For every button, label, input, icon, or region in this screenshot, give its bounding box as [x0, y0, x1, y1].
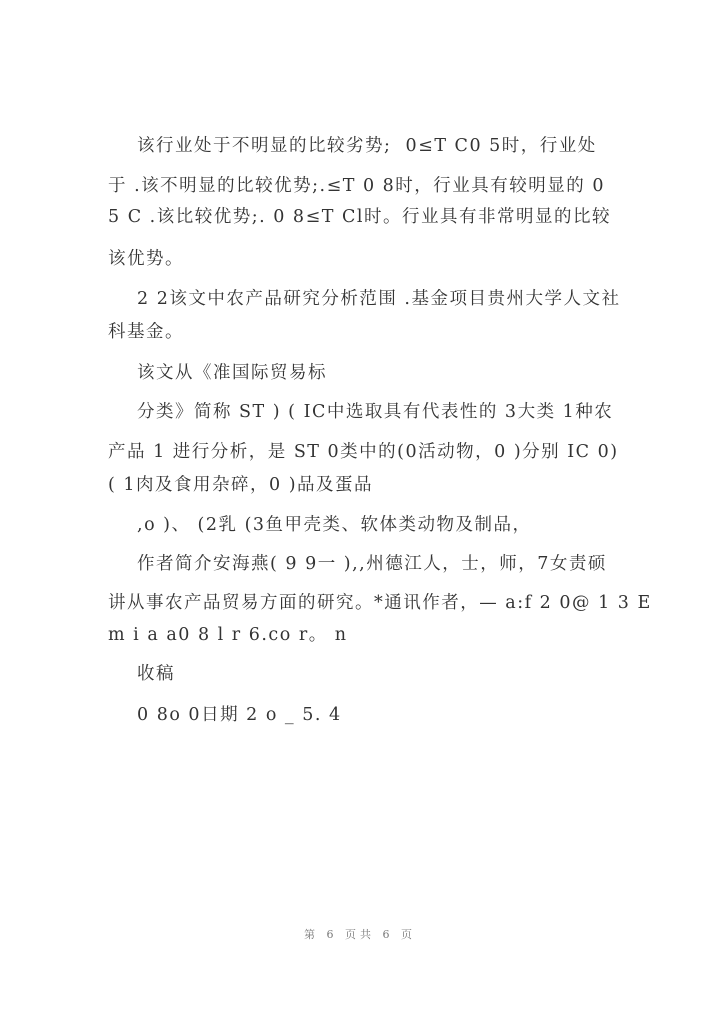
text-line-7: 该文从《准国际贸易标	[137, 363, 327, 383]
text-line-11: ,o )、 (2乳 (3鱼甲壳类、软体类动物及制品，	[137, 515, 532, 535]
text-line-2: 于 .该不明显的比较优势;.≤T 0 8时，行业具有较明显的 0	[108, 176, 606, 196]
page-number-footer: 第 6 页共 6 页	[304, 928, 416, 941]
text-line-6: 科基金。	[108, 322, 184, 342]
text-line-14: m i a a0 8 l r 6.co r。 n	[108, 625, 348, 645]
text-line-3: 5 C .该比较优势;. 0 8≤T Cl时。行业具有非常明显的比较	[108, 207, 611, 227]
text-line-12: 作者简介安海燕( 9 9一 ),,州德江人，士，师，7女责硕	[137, 554, 607, 574]
text-line-1: 该行业处于不明显的比较劣势; 0≤T C0 5时，行业处	[137, 136, 597, 156]
text-line-13: 讲从事农产品贸易方面的研究。*通讯作者，— a:f 2 0@ 1 3 E	[108, 593, 652, 613]
text-line-10: ( 1肉及食用杂碎，0 )品及蛋品	[108, 475, 374, 495]
text-line-15: 收稿	[137, 664, 175, 684]
text-line-4: 该优势。	[108, 249, 184, 269]
text-line-8: 分类》简称 ST ) ( IC中选取具有代表性的 3大类 1种农	[137, 402, 614, 422]
text-line-16: 0 8o 0日期 2 o _ 5. 4	[137, 705, 342, 725]
text-line-5: 2 2该文中农产品研究分析范围 .基金项目贵州大学人文社	[137, 289, 621, 309]
text-line-9: 产品 1 进行分析，是 ST 0类中的(0活动物，0 )分别 IC 0)	[108, 442, 619, 462]
